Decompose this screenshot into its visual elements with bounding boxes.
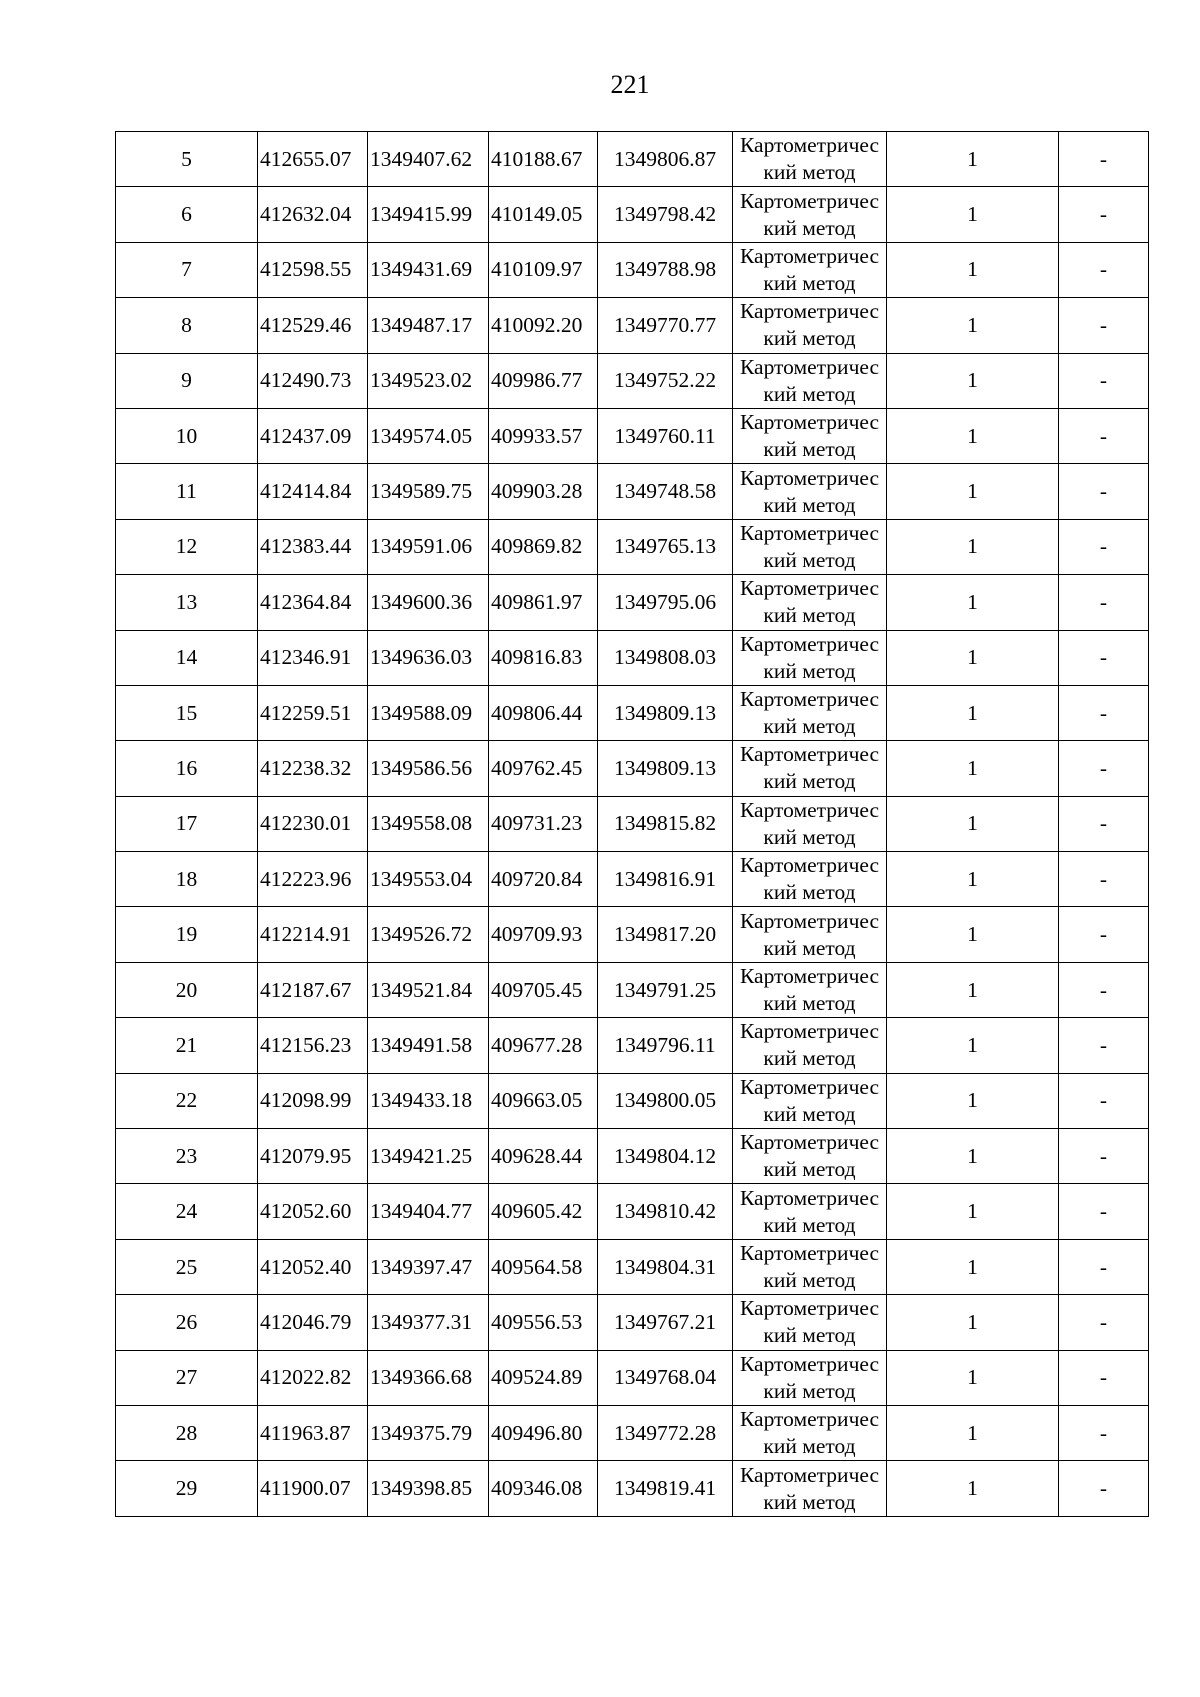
method-cell (733, 519, 887, 574)
note-cell: - (1059, 1184, 1149, 1239)
point-number-cell: 26 (116, 1295, 258, 1350)
y1-cell: 1349366.68 (368, 1350, 489, 1405)
accuracy-cell: 1 (887, 353, 1059, 408)
y1-cell: 1349526.72 (368, 907, 489, 962)
accuracy-cell: 1 (887, 1405, 1059, 1460)
x2-cell: 409663.05 (489, 1073, 598, 1128)
x2-cell: 409720.84 (489, 852, 598, 907)
x1-cell: 412364.84 (258, 575, 368, 630)
accuracy-cell: 1 (887, 1184, 1059, 1239)
accuracy-cell: 1 (887, 685, 1059, 740)
accuracy-cell: 1 (887, 1129, 1059, 1184)
note-cell: - (1059, 408, 1149, 463)
y1-cell: 1349421.25 (368, 1129, 489, 1184)
point-number-cell: 25 (116, 1239, 258, 1294)
method-text: Картометрический метод (739, 687, 879, 739)
accuracy-cell: 1 (887, 464, 1059, 519)
table-row (116, 1129, 1149, 1184)
method-cell (733, 907, 887, 962)
table-row (116, 1405, 1149, 1460)
point-number-cell: 29 (116, 1461, 258, 1516)
y2-cell: 1349796.11 (598, 1018, 733, 1073)
x1-cell: 412529.46 (258, 298, 368, 353)
x2-cell: 409556.53 (489, 1295, 598, 1350)
method-cell (733, 1129, 887, 1184)
point-number-cell: 6 (116, 187, 258, 242)
point-number-cell: 10 (116, 408, 258, 463)
table-row (116, 1239, 1149, 1294)
y2-cell: 1349815.82 (598, 796, 733, 851)
accuracy-cell: 1 (887, 796, 1059, 851)
x2-cell: 409731.23 (489, 796, 598, 851)
x2-cell: 410092.20 (489, 298, 598, 353)
accuracy-cell: 1 (887, 519, 1059, 574)
x2-cell: 409677.28 (489, 1018, 598, 1073)
method-text: Картометрический метод (739, 1019, 879, 1071)
method-text: Картометрический метод (739, 908, 879, 960)
accuracy-cell: 1 (887, 1018, 1059, 1073)
x2-cell: 409986.77 (489, 353, 598, 408)
method-text: Картометрический метод (739, 853, 879, 905)
page-number: 221 (610, 70, 650, 99)
note-cell: - (1059, 464, 1149, 519)
y2-cell: 1349752.22 (598, 353, 733, 408)
point-number-cell: 8 (116, 298, 258, 353)
note-cell: - (1059, 353, 1149, 408)
point-number-cell: 15 (116, 685, 258, 740)
point-number-cell: 19 (116, 907, 258, 962)
y2-cell: 1349819.41 (598, 1461, 733, 1516)
y1-cell: 1349377.31 (368, 1295, 489, 1350)
x1-cell: 412230.01 (258, 796, 368, 851)
method-text: Картометрический метод (739, 576, 879, 628)
method-cell (733, 685, 887, 740)
table-body (116, 132, 1149, 1517)
table-row (116, 575, 1149, 630)
table-row (116, 187, 1149, 242)
y1-cell: 1349431.69 (368, 242, 489, 297)
y1-cell: 1349558.08 (368, 796, 489, 851)
point-number-cell: 20 (116, 962, 258, 1017)
x1-cell: 412383.44 (258, 519, 368, 574)
accuracy-cell: 1 (887, 575, 1059, 630)
y1-cell: 1349574.05 (368, 408, 489, 463)
y1-cell: 1349398.85 (368, 1461, 489, 1516)
x2-cell: 409524.89 (489, 1350, 598, 1405)
note-cell: - (1059, 962, 1149, 1017)
point-number-cell: 23 (116, 1129, 258, 1184)
note-cell: - (1059, 1129, 1149, 1184)
table-row (116, 132, 1149, 187)
table-row (116, 408, 1149, 463)
accuracy-cell: 1 (887, 741, 1059, 796)
x2-cell: 410188.67 (489, 132, 598, 187)
method-cell (733, 1350, 887, 1405)
method-text: Картометрический метод (739, 1462, 879, 1514)
table-row (116, 962, 1149, 1017)
note-cell: - (1059, 132, 1149, 187)
method-cell (733, 962, 887, 1017)
note-cell: - (1059, 630, 1149, 685)
x1-cell: 412052.40 (258, 1239, 368, 1294)
y1-cell: 1349375.79 (368, 1405, 489, 1460)
y2-cell: 1349810.42 (598, 1184, 733, 1239)
note-cell: - (1059, 1073, 1149, 1128)
x1-cell: 412079.95 (258, 1129, 368, 1184)
method-cell (733, 1184, 887, 1239)
note-cell: - (1059, 1461, 1149, 1516)
point-number-cell: 22 (116, 1073, 258, 1128)
accuracy-cell: 1 (887, 907, 1059, 962)
method-cell (733, 408, 887, 463)
method-cell (733, 741, 887, 796)
y1-cell: 1349553.04 (368, 852, 489, 907)
y2-cell: 1349808.03 (598, 630, 733, 685)
note-cell: - (1059, 1350, 1149, 1405)
y2-cell: 1349768.04 (598, 1350, 733, 1405)
y2-cell: 1349772.28 (598, 1405, 733, 1460)
method-cell (733, 353, 887, 408)
method-text: Картометрический метод (739, 520, 879, 572)
point-number-cell: 27 (116, 1350, 258, 1405)
point-number-cell: 21 (116, 1018, 258, 1073)
table-row (116, 796, 1149, 851)
x2-cell: 409496.80 (489, 1405, 598, 1460)
note-cell: - (1059, 796, 1149, 851)
y2-cell: 1349767.21 (598, 1295, 733, 1350)
y1-cell: 1349521.84 (368, 962, 489, 1017)
y2-cell: 1349800.05 (598, 1073, 733, 1128)
table-row (116, 1073, 1149, 1128)
accuracy-cell: 1 (887, 630, 1059, 685)
method-cell (733, 575, 887, 630)
x1-cell: 412022.82 (258, 1350, 368, 1405)
x2-cell: 409816.83 (489, 630, 598, 685)
table-row (116, 630, 1149, 685)
y2-cell: 1349809.13 (598, 741, 733, 796)
method-text: Картометрический метод (739, 188, 879, 240)
x1-cell: 412632.04 (258, 187, 368, 242)
accuracy-cell: 1 (887, 132, 1059, 187)
y2-cell: 1349748.58 (598, 464, 733, 519)
accuracy-cell: 1 (887, 1239, 1059, 1294)
table-row (116, 464, 1149, 519)
note-cell: - (1059, 685, 1149, 740)
accuracy-cell: 1 (887, 1295, 1059, 1350)
method-text: Картометрический метод (739, 243, 879, 295)
point-number-cell: 9 (116, 353, 258, 408)
x2-cell: 409861.97 (489, 575, 598, 630)
y2-cell: 1349770.77 (598, 298, 733, 353)
y1-cell: 1349397.47 (368, 1239, 489, 1294)
table-row (116, 852, 1149, 907)
note-cell: - (1059, 242, 1149, 297)
x1-cell: 412259.51 (258, 685, 368, 740)
x1-cell: 412214.91 (258, 907, 368, 962)
y2-cell: 1349816.91 (598, 852, 733, 907)
y1-cell: 1349523.02 (368, 353, 489, 408)
method-text: Картометрический метод (739, 299, 879, 351)
y1-cell: 1349415.99 (368, 187, 489, 242)
point-number-cell: 24 (116, 1184, 258, 1239)
table-row (116, 298, 1149, 353)
table-row (116, 685, 1149, 740)
point-number-cell: 14 (116, 630, 258, 685)
method-cell (733, 1073, 887, 1128)
method-cell (733, 132, 887, 187)
method-cell (733, 1405, 887, 1460)
point-number-cell: 7 (116, 242, 258, 297)
note-cell: - (1059, 741, 1149, 796)
y1-cell: 1349586.56 (368, 741, 489, 796)
x1-cell: 412046.79 (258, 1295, 368, 1350)
x1-cell: 412437.09 (258, 408, 368, 463)
x1-cell: 412238.32 (258, 741, 368, 796)
x1-cell: 412052.60 (258, 1184, 368, 1239)
x2-cell: 409762.45 (489, 741, 598, 796)
table-row (116, 353, 1149, 408)
accuracy-cell: 1 (887, 408, 1059, 463)
accuracy-cell: 1 (887, 962, 1059, 1017)
method-text: Картометрический метод (739, 1074, 879, 1126)
y1-cell: 1349589.75 (368, 464, 489, 519)
note-cell: - (1059, 1295, 1149, 1350)
point-number-cell: 13 (116, 575, 258, 630)
x2-cell: 409705.45 (489, 962, 598, 1017)
y1-cell: 1349588.09 (368, 685, 489, 740)
y1-cell: 1349404.77 (368, 1184, 489, 1239)
note-cell: - (1059, 1239, 1149, 1294)
note-cell: - (1059, 907, 1149, 962)
note-cell: - (1059, 1018, 1149, 1073)
method-cell (733, 464, 887, 519)
table-row (116, 519, 1149, 574)
method-text: Картометрический метод (739, 1241, 879, 1292)
method-cell (733, 1018, 887, 1073)
method-cell (733, 630, 887, 685)
y2-cell: 1349791.25 (598, 962, 733, 1017)
x1-cell: 412490.73 (258, 353, 368, 408)
table-row (116, 1018, 1149, 1073)
method-text: Картометрический метод (739, 1130, 879, 1182)
y2-cell: 1349765.13 (598, 519, 733, 574)
method-text: Картометрический метод (739, 465, 879, 517)
point-number-cell: 11 (116, 464, 258, 519)
method-cell (733, 796, 887, 851)
x2-cell: 409903.28 (489, 464, 598, 519)
table-row (116, 242, 1149, 297)
method-text: Картометрический метод (739, 410, 879, 462)
method-cell (733, 298, 887, 353)
y2-cell: 1349788.98 (598, 242, 733, 297)
note-cell: - (1059, 519, 1149, 574)
y1-cell: 1349636.03 (368, 630, 489, 685)
x2-cell: 409605.42 (489, 1184, 598, 1239)
method-cell (733, 852, 887, 907)
table-row (116, 1184, 1149, 1239)
y2-cell: 1349817.20 (598, 907, 733, 962)
method-cell (733, 242, 887, 297)
x2-cell: 410109.97 (489, 242, 598, 297)
method-text: Картометрический метод (739, 742, 879, 794)
y2-cell: 1349809.13 (598, 685, 733, 740)
table-row (116, 1295, 1149, 1350)
y1-cell: 1349487.17 (368, 298, 489, 353)
method-cell (733, 187, 887, 242)
x2-cell: 410149.05 (489, 187, 598, 242)
x1-cell: 412187.67 (258, 962, 368, 1017)
x1-cell: 412655.07 (258, 132, 368, 187)
y2-cell: 1349804.12 (598, 1129, 733, 1184)
table-row (116, 1350, 1149, 1405)
method-text: Картометрический метод (739, 354, 879, 406)
y2-cell: 1349798.42 (598, 187, 733, 242)
x1-cell: 412223.96 (258, 852, 368, 907)
accuracy-cell: 1 (887, 242, 1059, 297)
method-text: Картометрический метод (739, 1296, 879, 1348)
accuracy-cell: 1 (887, 187, 1059, 242)
accuracy-cell: 1 (887, 852, 1059, 907)
note-cell: - (1059, 1405, 1149, 1460)
y1-cell: 1349591.06 (368, 519, 489, 574)
y1-cell: 1349433.18 (368, 1073, 489, 1128)
y1-cell: 1349600.36 (368, 575, 489, 630)
accuracy-cell: 1 (887, 1350, 1059, 1405)
method-text: Картометрический метод (739, 797, 879, 849)
x2-cell: 409933.57 (489, 408, 598, 463)
coordinates-table (115, 131, 1149, 1517)
x2-cell: 409346.08 (489, 1461, 598, 1516)
y2-cell: 1349760.11 (598, 408, 733, 463)
accuracy-cell: 1 (887, 1461, 1059, 1516)
note-cell: - (1059, 187, 1149, 242)
y2-cell: 1349806.87 (598, 132, 733, 187)
point-number-cell: 17 (116, 796, 258, 851)
note-cell: - (1059, 575, 1149, 630)
table-row (116, 907, 1149, 962)
method-text: Картометрический метод (739, 1185, 879, 1237)
method-text: Картометрический метод (739, 964, 879, 1016)
x1-cell: 412156.23 (258, 1018, 368, 1073)
x2-cell: 409869.82 (489, 519, 598, 574)
point-number-cell: 16 (116, 741, 258, 796)
y2-cell: 1349795.06 (598, 575, 733, 630)
method-text: Картометрический метод (739, 1407, 879, 1459)
x2-cell: 409709.93 (489, 907, 598, 962)
method-cell (733, 1295, 887, 1350)
y1-cell: 1349407.62 (368, 132, 489, 187)
table-row (116, 1461, 1149, 1516)
x2-cell: 409806.44 (489, 685, 598, 740)
x2-cell: 409564.58 (489, 1239, 598, 1294)
accuracy-cell: 1 (887, 298, 1059, 353)
method-text: Картометрический метод (739, 133, 879, 185)
method-text: Картометрический метод (739, 631, 879, 683)
x1-cell: 412098.99 (258, 1073, 368, 1128)
y2-cell: 1349804.31 (598, 1239, 733, 1294)
note-cell: - (1059, 852, 1149, 907)
point-number-cell: 5 (116, 132, 258, 187)
note-cell: - (1059, 298, 1149, 353)
point-number-cell: 18 (116, 852, 258, 907)
x1-cell: 411900.07 (258, 1461, 368, 1516)
method-cell (733, 1239, 887, 1294)
table-row (116, 741, 1149, 796)
x2-cell: 409628.44 (489, 1129, 598, 1184)
x1-cell: 412414.84 (258, 464, 368, 519)
x1-cell: 412346.91 (258, 630, 368, 685)
x1-cell: 411963.87 (258, 1405, 368, 1460)
accuracy-cell: 1 (887, 1073, 1059, 1128)
x1-cell: 412598.55 (258, 242, 368, 297)
point-number-cell: 28 (116, 1405, 258, 1460)
point-number-cell: 12 (116, 519, 258, 574)
method-cell (733, 1461, 887, 1516)
y1-cell: 1349491.58 (368, 1018, 489, 1073)
method-text: Картометрический метод (739, 1351, 879, 1403)
